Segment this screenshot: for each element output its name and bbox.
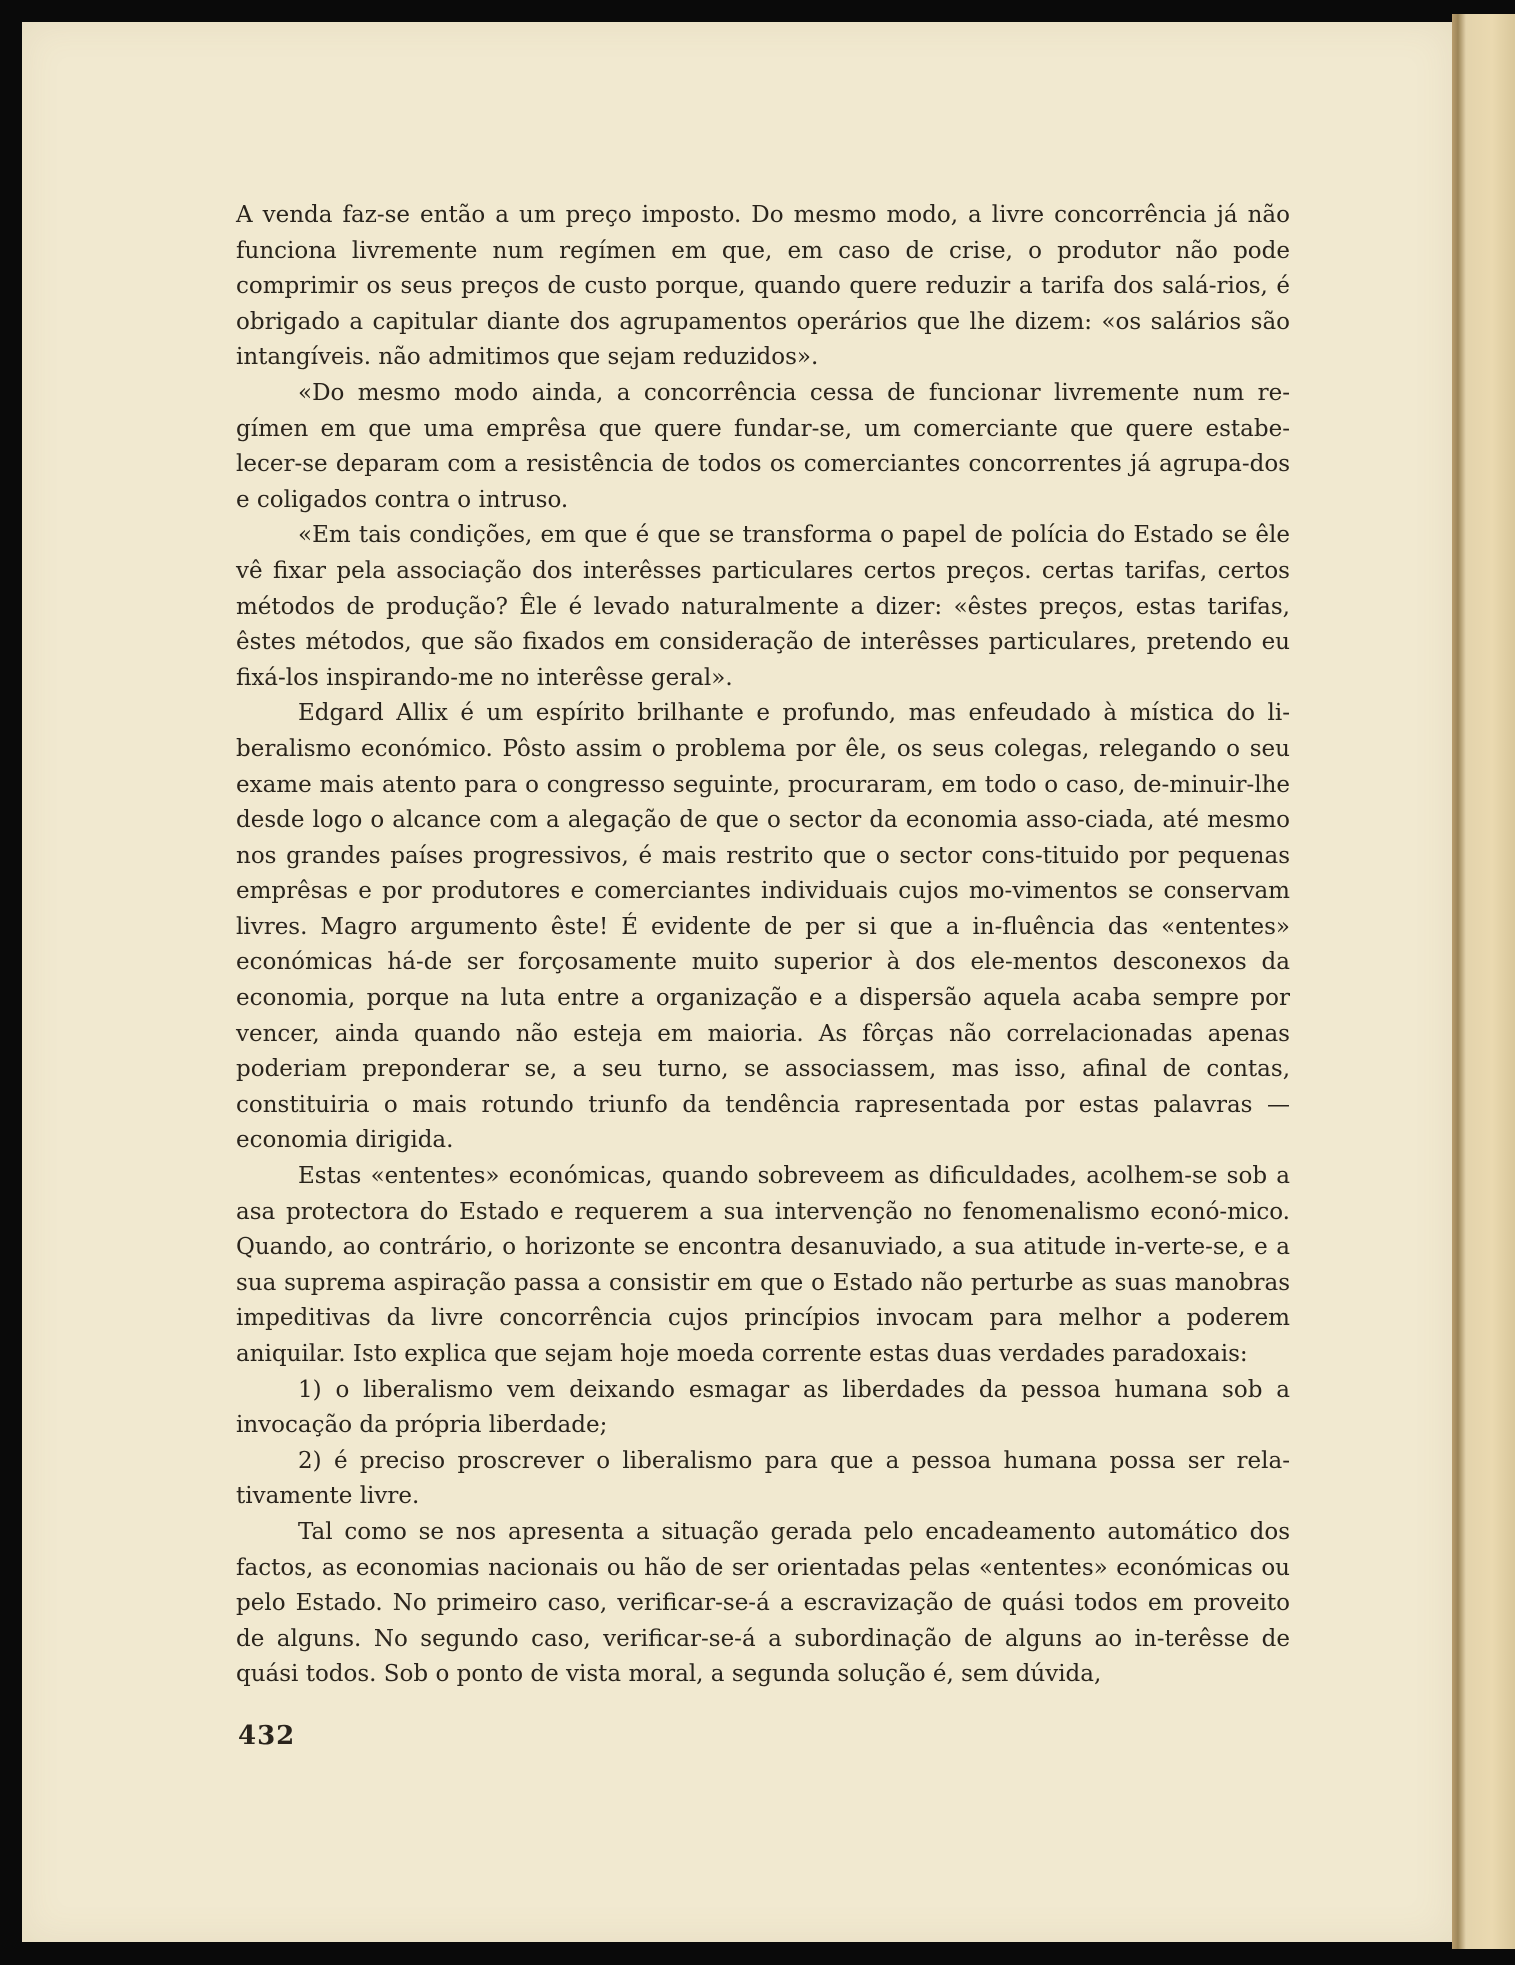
book-spine [1452,14,1515,1949]
paragraph: Estas «ententes» económicas, quando sobreveem as dificuldades, acolhem-se sob a asa protectora do Estado e requerem a sua intervenção no fenomenalismo econó-mico. Quando, ao contrário, o horizonte se encontra desanuviado, a sua atitude in-verte-se, e a sua suprema aspiração passa a consistir em que o Estado não perturbe as suas manobras impeditivas da livre concorrência cujos princípios invocam para melhor a poderem aniquilar. Isto explica que sejam hoje moeda corrente estas duas verdades paradoxais: [236,1163,1290,1367]
list-item-1: 1) o liberalismo vem deixando esmagar as liberdades da pessoa humana sob a invocação da própria liberdade; [236,1376,1290,1439]
paragraph: «Do mesmo modo ainda, a concorrência cessa de funcionar livremente num re-gímen em que uma emprêsa que quere fundar-se, um comerciante que quere estabe-lecer-se deparam com a resistência de todos os comerciantes concorrentes já agrupa-dos e coligados contra o intruso. [236,379,1290,513]
page-number: 432 [238,1721,296,1751]
list-item-2: 2) é preciso proscrever o liberalismo para que a pessoa humana possa ser rela-tivamente livre. [236,1447,1290,1510]
paragraph: Edgard Allix é um espírito brilhante e profundo, mas enfeudado à mística do li-beralismo económico. Pôsto assim o problema por êle, os seus colegas, relegando o seu exame mais atento para o congresso seguinte, procuraram, em todo o caso, de-minuir-lhe desde logo o alcance com a alegação de que o sector da economia asso-ciada, até mesmo nos grandes países progressivos, é mais restrito que o sector cons-tituido por pequenas emprêsas e por produtores e comerciantes individuais cujos mo-vimentos se conservam livres. Magro argumento êste! É evidente de per si que a in-fluência das «ententes» económicas há-de ser forçosamente muito superior à dos ele-mentos desconexos da economia, porque na luta entre a organização e a dispersão aquela acaba sempre por vencer, ainda quando não esteja em maioria. As fôrças não correlacionadas apenas poderiam preponderar se, a seu turno, se associassem, mas isso, afinal de contas, constituiria o mais rotundo triunfo da tendência rapresentada por estas palavras — economia dirigida. [236,700,1290,1154]
paragraph: Tal como se nos apresenta a situação gerada pelo encadeamento automático dos factos, as economias nacionais ou hão de ser orientadas pelas «ententes» económicas ou pelo Estado. No primeiro caso, verificar-se-á a escravização de quási todos em proveito de alguns. No segundo caso, verificar-se-á a subordinação de alguns ao in-terêsse de quási todos. Sob o ponto de vista moral, a segunda solução é, sem dúvida, [236,1518,1290,1688]
paragraph: A venda faz-se então a um preço imposto. Do mesmo modo, a livre concorrência já não funciona livremente num regímen em que, em caso de crise, o produtor não pode comprimir os seus preços de custo porque, quando quere reduzir a tarifa dos salá-rios, é obrigado a capitular diante dos agrupamentos operários que lhe dizem: «os salários são intangíveis. não admitimos que sejam reduzidos». [236,202,1290,371]
paragraph: «Em tais condições, em que é que se transforma o papel de polícia do Estado se êle vê fixar pela associação dos interêsses particulares certos preços. certas tarifas, certos métodos de produção? Êle é levado naturalmente a dizer: «êstes preços, estas tarifas, êstes métodos, que são fixados em consideração de interêsses particulares, pretendo eu fixá-los inspirando-me no interêsse geral». [236,522,1290,691]
body-text [236,198,1290,1693]
